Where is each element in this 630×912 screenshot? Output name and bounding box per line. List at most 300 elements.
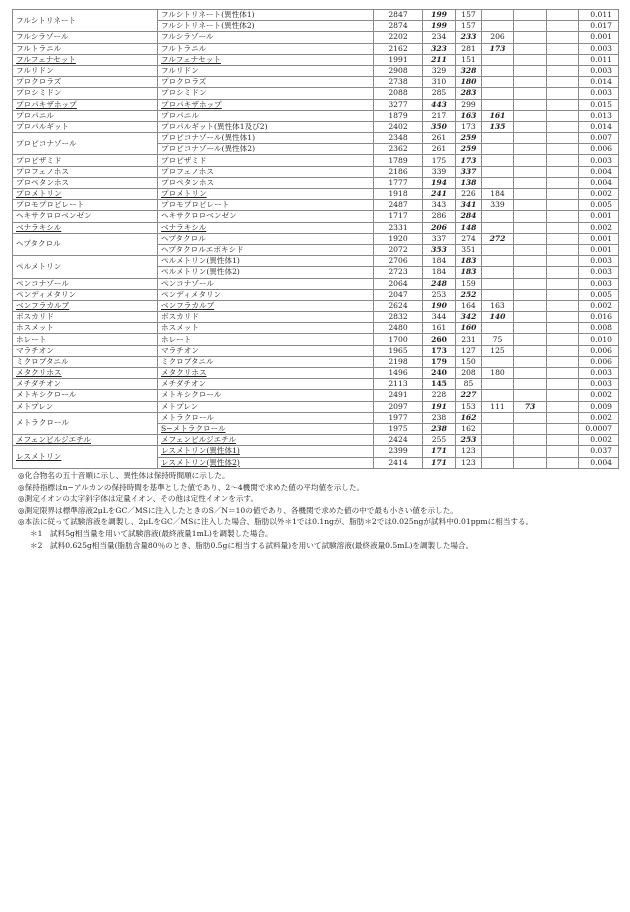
ion-mz-text: 162	[461, 424, 476, 434]
compound-name-text: ペンディメタリン	[16, 289, 77, 299]
detection-limit-text: 0.002	[590, 390, 612, 400]
footnote-line: ◎化合物名の五十音順に示し、異性体は保持時間順に示した。	[18, 471, 230, 480]
detection-limit	[579, 166, 619, 177]
table-row	[13, 278, 619, 289]
analyte-name-text: メタクリホス	[161, 368, 207, 378]
ion-mz-text: 171	[431, 457, 447, 467]
compound-name-text: ホレート	[16, 334, 47, 344]
retention-index-text: 2487	[388, 200, 408, 210]
table-row	[13, 54, 619, 65]
analyte-name	[158, 412, 374, 423]
ion-mz	[456, 401, 482, 412]
analyte-name-text: プロピザミド	[161, 155, 207, 165]
empty-cell	[547, 211, 579, 222]
ion-mz	[423, 133, 456, 144]
detection-limit-text: 0.0007	[585, 424, 612, 434]
analyte-name	[158, 222, 374, 233]
ion-mz-text: 173	[461, 121, 476, 131]
detection-limit	[579, 401, 619, 412]
retention-index	[374, 334, 423, 345]
detection-limit-text: 0.003	[590, 88, 612, 98]
analyte-name	[158, 77, 374, 88]
compound-name-text: メトキシクロール	[16, 390, 77, 400]
compound-name	[13, 300, 158, 311]
detection-limit	[579, 300, 619, 311]
ion-mz	[482, 334, 514, 345]
empty-cell	[547, 54, 579, 65]
ion-mz	[423, 356, 456, 367]
detection-limit-text: 0.002	[590, 222, 612, 232]
detection-limit-text: 0.006	[590, 144, 612, 154]
ion-mz	[456, 233, 482, 244]
ion-mz	[482, 312, 514, 323]
ion-mz-text: 145	[431, 379, 447, 389]
ion-mz-text: 199	[431, 10, 447, 20]
retention-index	[374, 189, 423, 200]
analyte-name-text: プロモプロピレート	[161, 200, 230, 210]
detection-limit-text: 0.006	[590, 356, 612, 366]
ion-mz-text: 153	[461, 401, 476, 411]
ion-mz	[423, 65, 456, 76]
empty-cell	[514, 133, 547, 144]
detection-limit	[579, 99, 619, 110]
ion-mz	[456, 88, 482, 99]
detection-limit	[579, 32, 619, 43]
ion-mz-text: 228	[431, 390, 447, 400]
ion-mz-text: 351	[461, 245, 476, 255]
ion-mz	[423, 99, 456, 110]
ion-mz	[456, 244, 482, 255]
table-row	[13, 10, 619, 21]
empty-cell	[514, 233, 547, 244]
ion-mz	[482, 189, 514, 200]
ion-mz	[456, 65, 482, 76]
table-row	[13, 189, 619, 200]
empty-cell	[547, 244, 579, 255]
analyte-name-text: プロフェノホス	[161, 166, 214, 176]
table-row	[13, 368, 619, 379]
empty-cell	[482, 278, 514, 289]
empty-cell	[514, 267, 547, 278]
retention-index-text: 2162	[388, 43, 408, 53]
retention-index-text: 2362	[388, 144, 408, 154]
analyte-name	[158, 423, 374, 434]
retention-index	[374, 133, 423, 144]
table-row	[13, 412, 619, 423]
retention-index-text: 2113	[388, 379, 408, 389]
retention-index-text: 3277	[388, 99, 408, 109]
table-row	[13, 345, 619, 356]
detection-limit	[579, 334, 619, 345]
ion-mz	[456, 32, 482, 43]
detection-limit-text: 0.003	[590, 267, 612, 277]
ion-mz-text: 323	[431, 43, 447, 53]
retention-index-text: 2847	[388, 10, 408, 20]
detection-limit-text: 0.003	[590, 379, 612, 389]
ion-mz	[423, 278, 456, 289]
ion-mz	[423, 323, 456, 334]
compound-name	[13, 155, 158, 166]
ion-mz	[423, 110, 456, 121]
ion-mz	[456, 99, 482, 110]
ion-mz-text: 184	[490, 189, 505, 199]
ion-mz	[423, 121, 456, 132]
compound-name-text: プロパルギット	[16, 121, 70, 131]
ion-mz	[456, 289, 482, 300]
retention-index	[374, 289, 423, 300]
analyte-name	[158, 334, 374, 345]
ion-mz	[423, 300, 456, 311]
empty-cell	[514, 256, 547, 267]
table-row	[13, 121, 619, 132]
analyte-name	[158, 390, 374, 401]
empty-cell	[514, 200, 547, 211]
ion-mz-text: 73	[524, 401, 536, 411]
ion-mz-text: 180	[460, 77, 477, 87]
compound-name-text: ボスカリド	[16, 312, 54, 322]
retention-index	[374, 300, 423, 311]
empty-cell	[547, 435, 579, 446]
ion-mz-text: 206	[490, 32, 505, 42]
empty-cell	[547, 99, 579, 110]
ion-mz-text: 159	[461, 278, 476, 288]
ion-mz-text: 341	[460, 200, 477, 210]
ion-mz	[423, 435, 456, 446]
empty-cell	[547, 77, 579, 88]
analyte-name	[158, 278, 374, 289]
analyte-name-text: ボスカリド	[161, 312, 199, 322]
analyte-name	[158, 166, 374, 177]
retention-index-text: 1920	[388, 233, 408, 243]
empty-cell	[482, 99, 514, 110]
empty-cell	[547, 110, 579, 121]
detection-limit	[579, 323, 619, 334]
detection-limit	[579, 278, 619, 289]
empty-cell	[514, 345, 547, 356]
empty-cell	[482, 423, 514, 434]
empty-cell	[514, 10, 547, 21]
ion-mz	[456, 457, 482, 468]
analyte-name	[158, 368, 374, 379]
ion-mz-text: 227	[460, 390, 477, 400]
analyte-name	[158, 99, 374, 110]
analyte-name	[158, 401, 374, 412]
empty-cell	[514, 356, 547, 367]
empty-cell	[514, 21, 547, 32]
ion-mz-text: 285	[431, 88, 447, 98]
empty-cell	[547, 312, 579, 323]
ion-mz	[482, 121, 514, 132]
detection-limit	[579, 10, 619, 21]
retention-index-text: 2832	[388, 312, 408, 322]
empty-cell	[547, 133, 579, 144]
empty-cell	[514, 390, 547, 401]
ion-mz-text: 261	[431, 144, 447, 154]
empty-cell	[547, 446, 579, 457]
detection-limit-text: 0.003	[590, 256, 612, 266]
ion-mz-text: 183	[460, 267, 477, 277]
analyte-name	[158, 88, 374, 99]
ion-mz-text: 344	[431, 312, 447, 322]
detection-limit	[579, 189, 619, 200]
compound-name-text: ペンコナゾール	[16, 278, 69, 288]
ion-mz-text: 161	[489, 110, 506, 120]
table-row	[13, 300, 619, 311]
ion-mz	[423, 446, 456, 457]
ion-mz-text: 343	[431, 200, 447, 210]
ion-mz-text: 150	[461, 356, 476, 366]
ion-mz-text: 443	[431, 99, 447, 109]
retention-index-text: 1965	[388, 345, 408, 355]
compound-name	[13, 110, 158, 121]
table-row	[13, 65, 619, 76]
detection-limit	[579, 390, 619, 401]
retention-index-text: 2186	[388, 166, 408, 176]
ion-mz-text: 226	[461, 189, 476, 199]
compound-name	[13, 412, 158, 434]
footnote-line: ◎保持指標はn−アルカンの保持時間を基準とした値であり、2〜4機関で求めた値の平均値を示した。	[18, 482, 365, 492]
detection-limit-text: 0.004	[590, 166, 612, 176]
ion-mz	[423, 312, 456, 323]
detection-limit	[579, 155, 619, 166]
ion-mz-text: 111	[490, 401, 505, 411]
detection-limit-text: 0.011	[590, 10, 612, 20]
compound-name-text: ホスメット	[16, 323, 54, 333]
analyte-name-text: ベナラキシル	[161, 222, 207, 232]
compound-name-text: プロシミドン	[16, 88, 62, 98]
compound-name-text: プロパキザホップ	[16, 99, 77, 109]
ion-mz	[423, 177, 456, 188]
compound-name-text: プロペタンホス	[16, 177, 70, 187]
retention-index-text: 1975	[388, 424, 408, 434]
analyte-name	[158, 435, 374, 446]
ion-mz	[482, 200, 514, 211]
ion-mz-text: 253	[460, 435, 477, 445]
table-row	[13, 133, 619, 144]
ion-mz-text: 231	[461, 334, 476, 344]
empty-cell	[547, 345, 579, 356]
table-row	[13, 334, 619, 345]
empty-cell	[514, 189, 547, 200]
analyte-name	[158, 244, 374, 255]
ion-mz	[423, 144, 456, 155]
ion-mz-text: 163	[490, 300, 505, 310]
ion-mz	[423, 379, 456, 390]
table-row	[13, 77, 619, 88]
analyte-name	[158, 43, 374, 54]
ion-mz-text: 194	[431, 177, 447, 187]
retention-index	[374, 211, 423, 222]
empty-cell	[482, 356, 514, 367]
empty-cell	[514, 32, 547, 43]
detection-limit	[579, 43, 619, 54]
detection-limit-text: 0.011	[590, 54, 612, 64]
ion-mz-text: 162	[460, 412, 477, 422]
ion-mz-text: 75	[492, 334, 503, 344]
analyte-name-text: プロシミドン	[161, 88, 207, 98]
analyte-name-text: マラチオン	[161, 345, 199, 355]
detection-limit-text: 0.003	[590, 66, 612, 76]
detection-limit-text: 0.017	[590, 21, 612, 31]
retention-index-text: 2624	[388, 300, 408, 310]
ion-mz	[482, 368, 514, 379]
ion-mz-text: 248	[431, 278, 447, 288]
empty-cell	[514, 423, 547, 434]
empty-cell	[547, 412, 579, 423]
compound-name-text: ヘプタクロル	[16, 239, 61, 249]
ion-mz-text: 175	[431, 155, 447, 165]
empty-cell	[547, 21, 579, 32]
footnote-line: ＊1 試料5g相当量を用いて試験溶液(最終液量1mL)を調製した場合。	[30, 528, 273, 538]
compound-name	[13, 446, 158, 468]
analyte-name-text: プロパニル	[161, 110, 199, 120]
analyte-name	[158, 200, 374, 211]
compound-name	[13, 233, 158, 255]
empty-cell	[514, 222, 547, 233]
empty-cell	[482, 88, 514, 99]
empty-cell	[547, 155, 579, 166]
ion-mz-text: 241	[431, 189, 447, 199]
analyte-name-text: プロパキザホップ	[161, 99, 222, 109]
footnote-line: ＊2 試料0.625g相当量(脂肪含量80％のとき、脂肪0.5gに相当する試料量)を用いて試験溶液(最終液量0.5mL)を調製した場合。	[30, 540, 474, 550]
retention-index-text: 2706	[388, 256, 408, 266]
compound-name-text: フルフェナセット	[16, 54, 76, 64]
detection-limit-text: 0.037	[590, 446, 612, 456]
ion-mz	[456, 267, 482, 278]
detection-limit	[579, 200, 619, 211]
empty-cell	[482, 10, 514, 21]
table-row	[13, 289, 619, 300]
detection-limit-text: 0.003	[590, 368, 612, 378]
analyte-name	[158, 65, 374, 76]
retention-index	[374, 99, 423, 110]
ion-mz-text: 283	[460, 88, 477, 98]
compound-name-text: プロメトリン	[16, 189, 62, 199]
retention-index-text: 2331	[388, 222, 408, 232]
compound-name-text: プロパニル	[16, 110, 54, 120]
compound-name-text: プロピザミド	[16, 155, 62, 165]
retention-index	[374, 110, 423, 121]
detection-limit-text: 0.001	[590, 211, 612, 221]
retention-index	[374, 390, 423, 401]
analyte-name-text: ミクロブタニル	[161, 356, 214, 366]
empty-cell	[482, 155, 514, 166]
ion-mz-text: 138	[460, 177, 477, 187]
detection-limit	[579, 110, 619, 121]
ion-mz-text: 233	[460, 32, 477, 42]
compound-name	[13, 334, 158, 345]
compound-name	[13, 189, 158, 200]
empty-cell	[482, 289, 514, 300]
detection-limit	[579, 368, 619, 379]
ion-mz	[423, 390, 456, 401]
detection-limit-text: 0.008	[590, 323, 612, 333]
detection-limit-text: 0.003	[590, 278, 612, 288]
ion-mz-text: 339	[490, 200, 505, 210]
compound-name	[13, 211, 158, 222]
analyte-name-text: フルトラニル	[161, 43, 207, 53]
retention-index-text: 2424	[388, 435, 408, 445]
empty-cell	[514, 368, 547, 379]
retention-index	[374, 166, 423, 177]
ion-mz-text: 342	[460, 312, 477, 322]
empty-cell	[482, 446, 514, 457]
empty-cell	[547, 10, 579, 21]
analyte-name-text: プロメトリン	[161, 189, 207, 199]
compound-name	[13, 278, 158, 289]
ion-mz	[456, 21, 482, 32]
empty-cell	[547, 43, 579, 54]
retention-index-text: 1700	[388, 334, 408, 344]
detection-limit-text: 0.013	[590, 110, 612, 120]
retention-index-text: 2064	[388, 278, 408, 288]
ion-mz	[456, 379, 482, 390]
empty-cell	[482, 144, 514, 155]
ion-mz	[423, 244, 456, 255]
ion-mz-text: 184	[431, 267, 447, 277]
empty-cell	[514, 379, 547, 390]
retention-index	[374, 401, 423, 412]
detection-limit	[579, 133, 619, 144]
ion-mz-text: 286	[431, 211, 447, 221]
analyte-name-text: メフェンビルジエチル	[161, 435, 236, 445]
empty-cell	[514, 457, 547, 468]
analyte-name	[158, 110, 374, 121]
detection-limit-text: 0.009	[590, 401, 612, 411]
empty-cell	[547, 200, 579, 211]
table-row	[13, 110, 619, 121]
retention-index	[374, 43, 423, 54]
retention-index	[374, 379, 423, 390]
detection-limit	[579, 177, 619, 188]
ion-mz-text: 337	[460, 166, 477, 176]
empty-cell	[547, 300, 579, 311]
detection-limit-text: 0.001	[590, 32, 612, 42]
ion-mz-text: 238	[431, 412, 447, 422]
ion-mz	[482, 32, 514, 43]
ion-mz	[482, 233, 514, 244]
retention-index-table	[12, 9, 619, 469]
analyte-name	[158, 211, 374, 222]
table-row	[13, 356, 619, 367]
compound-name	[13, 435, 158, 446]
ion-mz-text: 208	[461, 368, 476, 378]
retention-index	[374, 412, 423, 423]
retention-index	[374, 10, 423, 21]
retention-index-text: 1977	[388, 412, 408, 422]
ion-mz-text: 240	[431, 368, 447, 378]
empty-cell	[514, 99, 547, 110]
analyte-name-text: メトプレン	[161, 401, 199, 411]
ion-mz	[423, 189, 456, 200]
detection-limit-text: 0.002	[590, 189, 612, 199]
empty-cell	[514, 54, 547, 65]
ion-mz-text: 125	[490, 345, 505, 355]
empty-cell	[547, 189, 579, 200]
retention-index	[374, 155, 423, 166]
compound-name-text: メチダチオン	[16, 379, 62, 389]
empty-cell	[482, 222, 514, 233]
ion-mz-text: 123	[461, 446, 476, 456]
detection-limit	[579, 222, 619, 233]
retention-index-text: 1879	[388, 110, 408, 120]
ion-mz-text: 261	[431, 133, 447, 143]
ion-mz-text: 337	[431, 233, 447, 243]
compound-name	[13, 77, 158, 88]
analyte-name-text: メトキシクロール	[161, 390, 222, 400]
retention-index	[374, 233, 423, 244]
ion-mz	[456, 10, 482, 21]
